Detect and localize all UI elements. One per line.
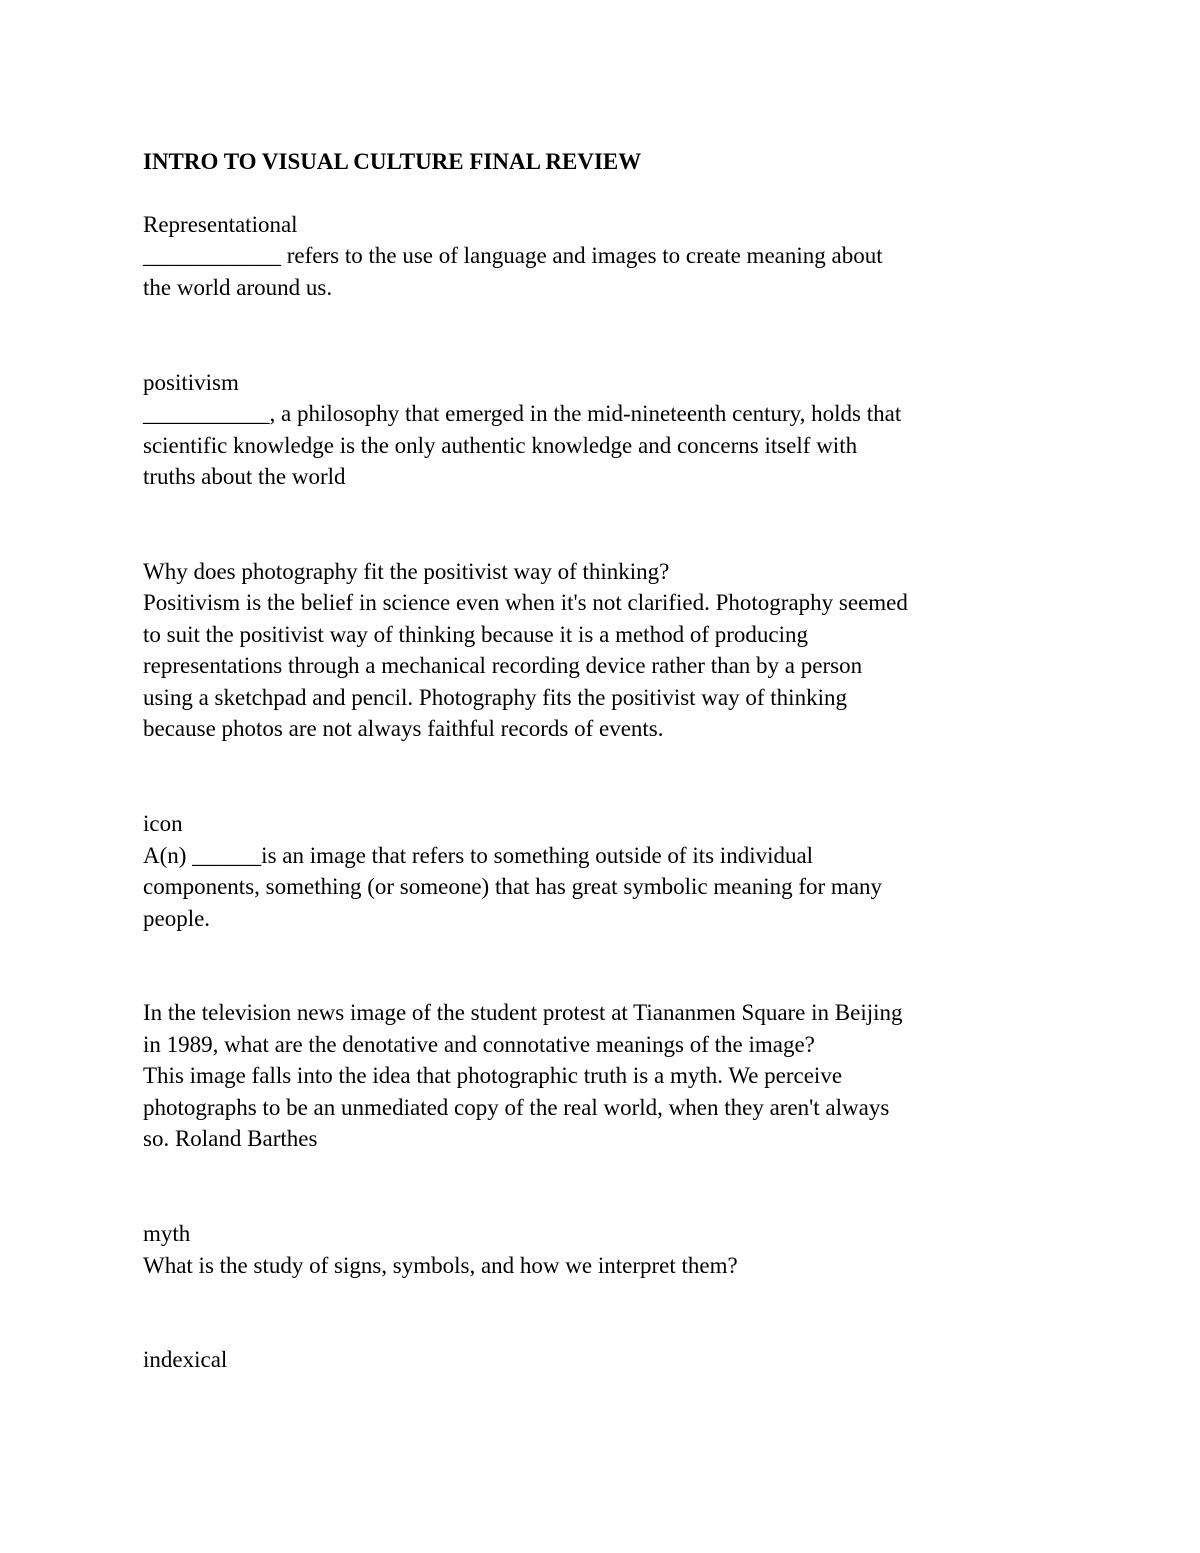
- card-definition-line: representations through a mechanical recording device rather than by a person: [143, 653, 863, 678]
- card-term: In the television news image of the student protest at Tiananmen Square in Beijing: [143, 1000, 903, 1025]
- card-term-continued: in 1989, what are the denotative and connotative meanings of the image?: [143, 1032, 815, 1057]
- card-definition-line: A(n) ______is an image that refers to something outside of its individual: [143, 843, 814, 868]
- card-definition-line: photographs to be an unmediated copy of the real world, when they aren't always: [143, 1095, 890, 1120]
- card-definition-line: ___________, a philosophy that emerged in the mid-nineteenth century, holds that: [143, 401, 902, 426]
- card-definition-line: truths about the world: [143, 464, 346, 489]
- card-term: positivism: [143, 370, 239, 395]
- card-term: icon: [143, 811, 183, 836]
- card-term: indexical: [143, 1347, 228, 1372]
- card-definition-line: ____________ refers to the use of language and images to create meaning about: [143, 243, 883, 268]
- card-definition-line: so. Roland Barthes: [143, 1126, 318, 1151]
- card-definition-line: What is the study of signs, symbols, and how we interpret them?: [143, 1253, 738, 1278]
- card-definition-line: scientific knowledge is the only authentic knowledge and concerns itself with: [143, 433, 858, 458]
- card-definition-line: because photos are not always faithful records of events.: [143, 716, 664, 741]
- card-definition-line: components, something (or someone) that has great symbolic meaning for many: [143, 874, 883, 899]
- card-definition-line: Positivism is the belief in science even when it's not clarified. Photography seemed: [143, 590, 908, 615]
- card-definition-line: people.: [143, 906, 211, 931]
- card-definition-line: using a sketchpad and pencil. Photography fits the positivist way of thinking: [143, 685, 847, 710]
- card-definition-line: This image falls into the idea that photographic truth is a myth. We perceive: [143, 1063, 843, 1088]
- document-title: INTRO TO VISUAL CULTURE FINAL REVIEW: [143, 149, 642, 174]
- card-definition-line: the world around us.: [143, 275, 333, 300]
- card-definition-line: to suit the positivist way of thinking because it is a method of producing: [143, 622, 808, 647]
- card-term: Representational: [143, 212, 298, 237]
- card-term: Why does photography fit the positivist way of thinking?: [143, 559, 670, 584]
- card-term: myth: [143, 1221, 191, 1246]
